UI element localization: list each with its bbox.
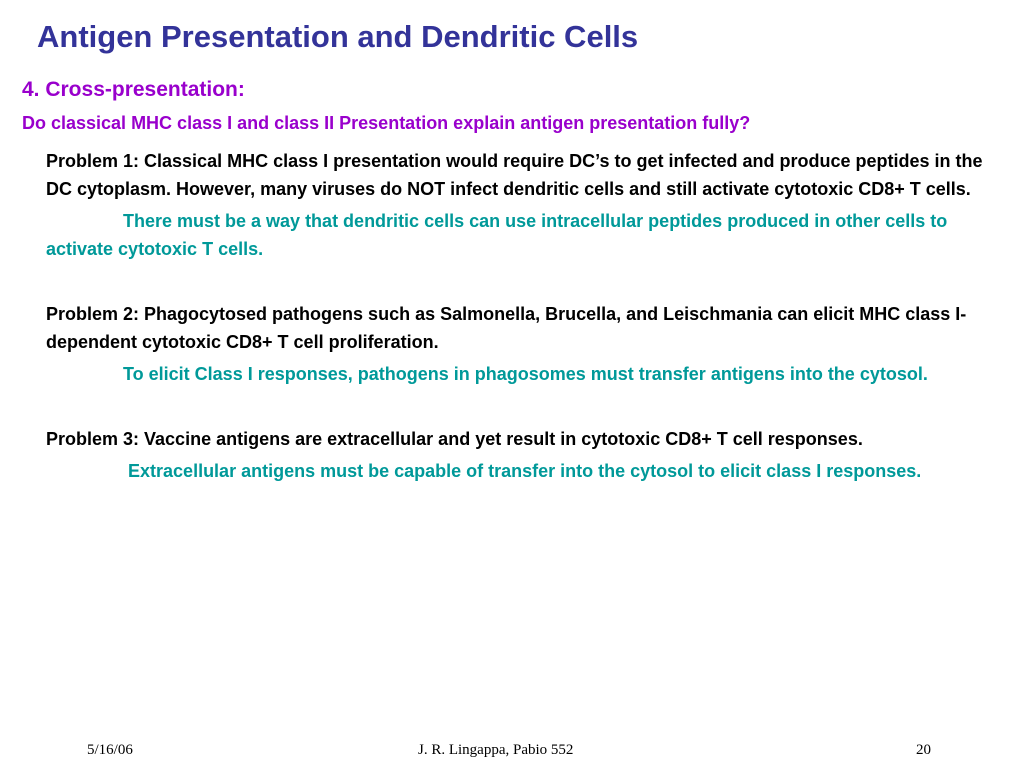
footer-date: 5/16/06 <box>87 742 133 758</box>
footer-page-number: 20 <box>916 742 931 758</box>
problem-1-resolution: There must be a way that dendritic cells can use intracellular peptides produced in other cells to activate cytotoxic T cells. <box>46 211 948 259</box>
spacer <box>46 263 1001 300</box>
problem-2-statement: Problem 2: Phagocytosed pathogens such as Salmonella, Brucella, and Leischmania can elicit MHC class I-dependent cytotoxic CD8+ T cell proliferation. <box>46 304 967 352</box>
problem-1-statement: Problem 1: Classical MHC class I presentation would require DC’s to get infected and produce peptides in the DC cytoplasm. However, many viruses do NOT infect dendritic cells and still activate cytotoxic CD8+ T cells. <box>46 151 983 199</box>
slide-content <box>46 147 1001 485</box>
footer-author: J. R. Lingappa, Pabio 552 <box>418 742 574 758</box>
problem-3-statement: Problem 3: Vaccine antigens are extracellular and yet result in cytotoxic CD8+ T cell responses. <box>46 429 863 449</box>
slide-question: Do classical MHC class I and class II Presentation explain antigen presentation fully? <box>22 113 751 133</box>
problem-block-2 <box>46 300 1001 388</box>
section-heading: 4. Cross-presentation: <box>22 78 245 101</box>
problem-block-1 <box>46 147 1001 263</box>
spacer <box>46 388 1001 425</box>
problem-block-3 <box>46 425 1001 485</box>
problem-2-resolution: To elicit Class I responses, pathogens in phagosomes must transfer antigens into the cytosol. <box>123 364 928 384</box>
slide-title: Antigen Presentation and Dendritic Cells <box>37 19 639 54</box>
problem-3-resolution: Extracellular antigens must be capable of transfer into the cytosol to elicit class I responses. <box>123 461 922 481</box>
